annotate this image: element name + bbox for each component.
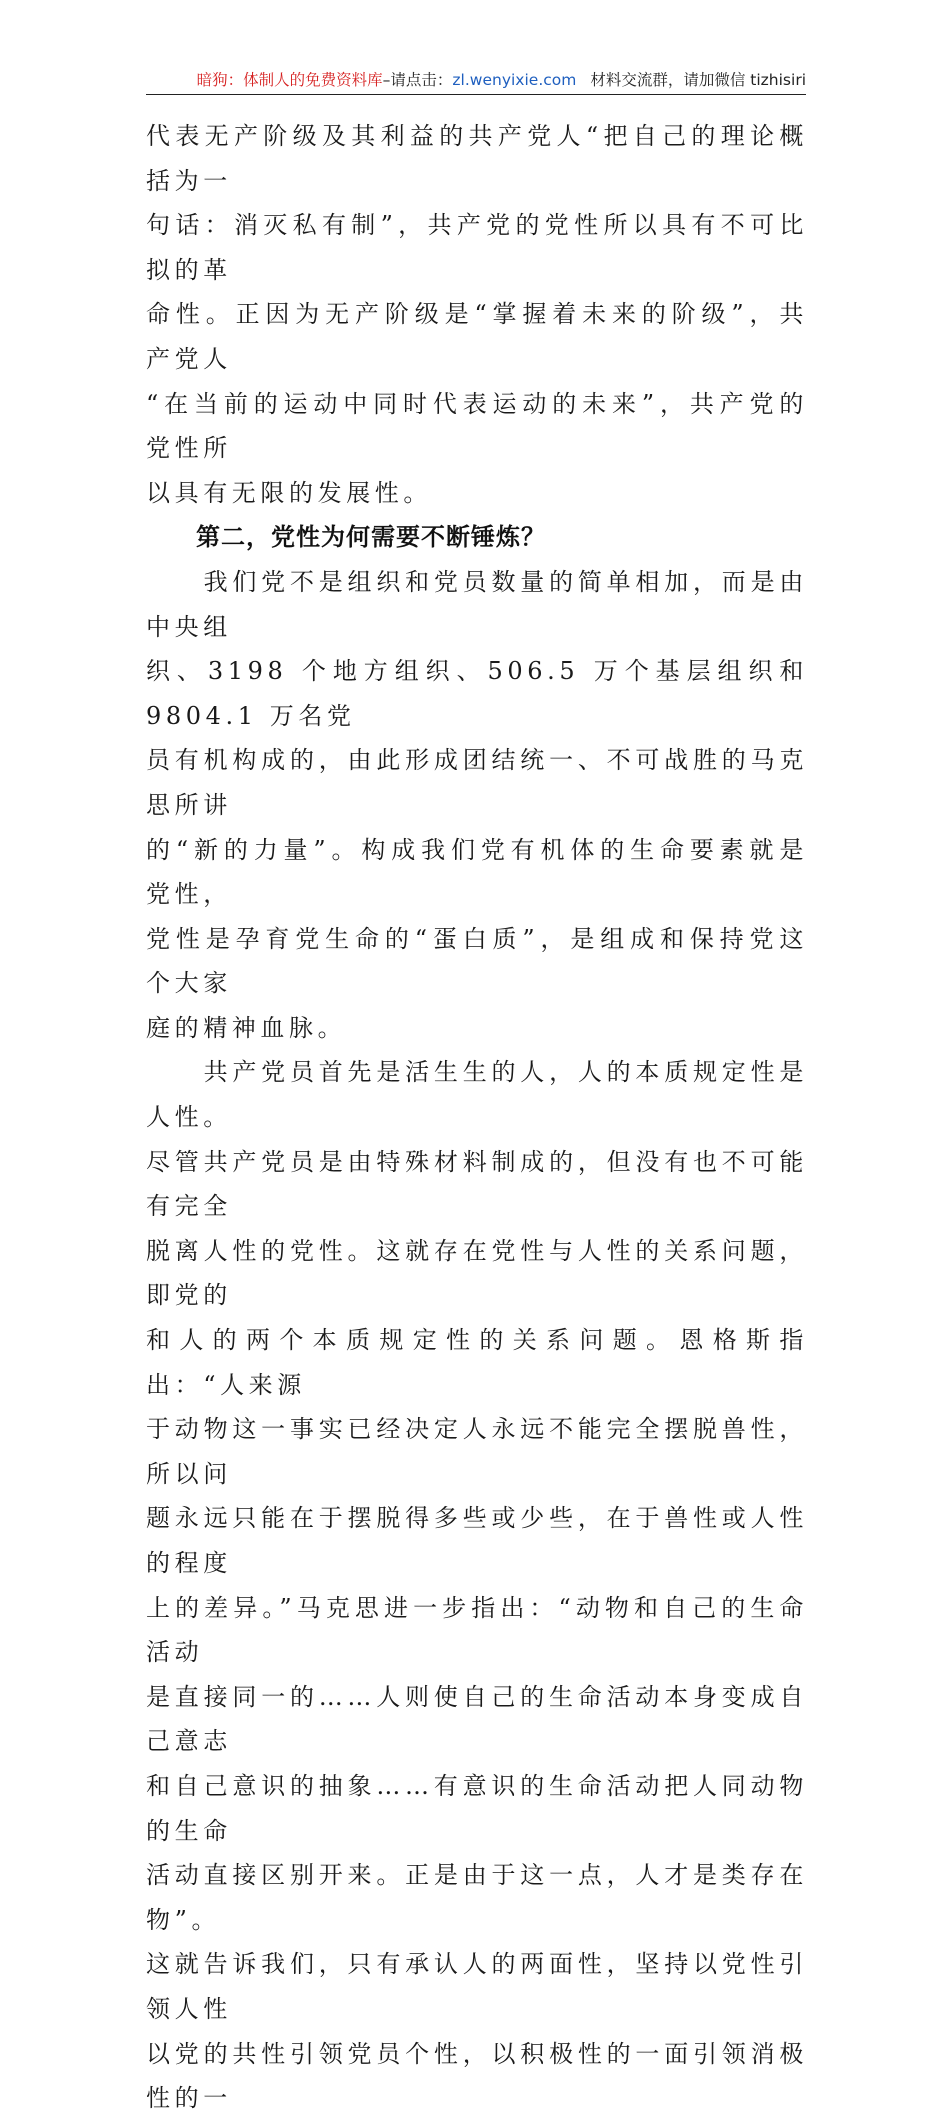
document-body	[146, 114, 808, 2121]
section-heading: 第二，党性为何需要不断锤炼？	[196, 523, 546, 552]
paragraph-1: 代表无产阶级及其利益的共产党人“把自己的理论概括为一 句话：消灭私有制”，共产党的党性所以具有不可比拟的革 命性。正因为无产阶级是“掌握着未来的阶级”，共产党人 “在当前的运动中同时代表运动的未来”，共产党的党性所 以具有无限的发展性。	[146, 122, 808, 507]
header-brand: 暗狗：体制人的免费资料库	[196, 71, 383, 89]
header-contact: 材料交流群，请加微信 tizhisiri	[590, 71, 806, 89]
header-prompt: –请点击：	[382, 71, 453, 89]
paragraph-3: 共产党员首先是活生生的人，人的本质规定性是人性。 尽管共产党员是由特殊材料制成的，但没有也不可能有完全 脱离人性的党性。这就存在党性与人性的关系问题，即党的 和人的两个本质规定性的关系问题。恩格斯指出：“人来源 于动物这一事实已经决定人永远不能完全摆脱兽性，所以问 题永远只能在于摆脱得多些或少些，在于兽性或人性的程度 上的差异。”马克思进一步指出：“动物和自己的生命活动 是直接同一的……人则使自己的生命活动本身变成自己意志 和自己意识的抽象……有意识的生命活动把人同动物的生命 活动直接区别开来。正是由于这一点，人才是类存在物”。 这就告诉我们，只有承认人的两面性，坚持以党性引领人性 以党的共性引领党员个性，以积极性的一面引领消极性的一	[146, 1058, 808, 2113]
header-link[interactable]: zl.wenyixie.com	[452, 71, 577, 89]
page-header	[146, 68, 806, 95]
paragraph-2: 我们党不是组织和党员数量的简单相加，而是由中央组 织、3198 个地方组织、506.5 万个基层组织和 9804.1 万名党 员有机构成的，由此形成团结统一、不可战胜的马克思所讲 的“新的力量”。构成我们党有机体的生命要素就是党性， 党性是孕育党生命的“蛋白质”，是组成和保持党这个大家 庭的精神血脉。	[146, 567, 808, 1042]
